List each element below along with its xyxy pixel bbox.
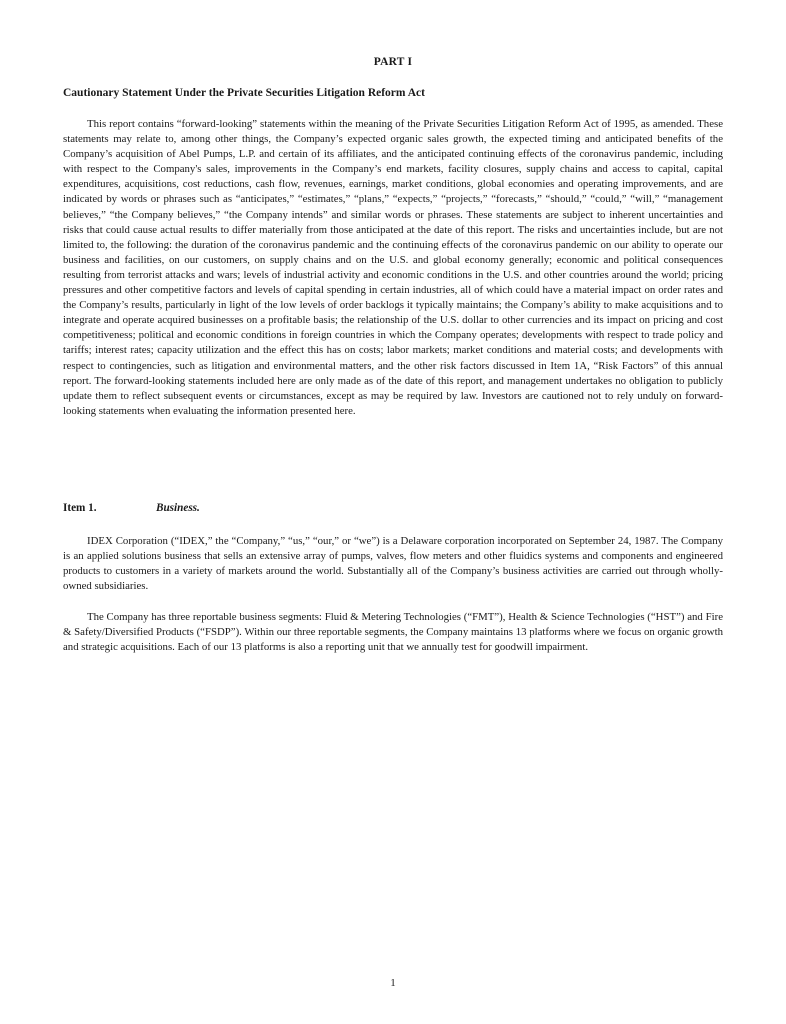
item-1-heading — [63, 502, 200, 514]
business-paragraph-1: IDEX Corporation (“IDEX,” the “Company,” “us,” “our,” or “we”) is a Delaware corporation incorporated on September 24, 1987. The Company is an applied solutions business that sells an extensive array of pumps, valves, flow meters and other fluidics systems and components and engineered products to customers in a variety of markets around the world. Substantially all of the Company’s business activities are carried out through wholly-owned subsidiaries. — [63, 535, 723, 593]
cautionary-statement-paragraph: This report contains “forward-looking” statements within the meaning of the Private Securities Litigation Reform Act of 1995, as amended. These statements may relate to, among other things, the Company’s expected organic sales growth, the expected timing and anticipated benefits of the Company’s acquisition of Abel Pumps, L.P. and certain of its affiliates, and the anticipated continuing effects of the coronavirus pandemic, including with respect to the Company's sales, improvements in the Company’s end markets, facility closures, supply chains and access to capital, capital expenditures, acquisitions, cost reductions, cash flow, revenues, earnings, market conditions, global economies and operating improvements, and are indicated by words or phrases such as “anticipates,” “estimates,” “plans,” “expects,” “projects,” “forecasts,” “should,” “could,” “will,” “management believes,” “the Company believes,” “the Company intends” and similar words or phrases. These statements are subject to inherent uncertainties and risks that could cause actual results to differ materially from those anticipated at the date of this report. The risks and uncertainties include, but are not limited to, the following: the duration of the coronavirus pandemic and the continuing effects of the coronavirus pandemic on our ability to operate our business and facilities, on our customers, on supply chains and on the U.S. and global economy generally; economic and political consequences resulting from terrorist attacks and wars; levels of industrial activity and economic conditions in the U.S. and other countries around the world; pricing pressures and other competitive factors and levels of capital spending in certain industries, all of which could have a material impact on order rates and the Company’s results, particularly in light of the low levels of order backlogs it typically maintains; the Company’s ability to make acquisitions and to integrate and operate acquired businesses on a profitable basis; the relationship of the U.S. dollar to other currencies and its impact on pricing and cost competitiveness; political and economic conditions in foreign countries in which the Company operates; developments with respect to trade policy and tariffs; interest rates; capacity utilization and the effect this has on costs; labor markets; market conditions and material costs; and developments with respect to contingencies, such as litigation and environmental matters, and the other risk factors discussed in Item 1A, “Risk Factors” of this annual report. The forward-looking statements included here are only made as of the date of this report, and management undertakes no obligation to publicly update them to reflect subsequent events or circumstances, except as may be required by law. Investors are cautioned not to rely unduly on forward-looking statements when evaluating the information presented here. — [63, 118, 723, 417]
item-name: Business. — [156, 502, 200, 514]
business-paragraph-2: The Company has three reportable business segments: Fluid & Metering Technologies (“FMT”), Health & Science Technologies (“HST”) and Fire & Safety/Diversified Products (“FSDP”). Within our three reportable segments, the Company maintains 13 platforms where we focus on organic growth and strategic acquisitions. Each of our 13 platforms is also a reporting unit that we annually test for goodwill impairment. — [63, 611, 723, 654]
cautionary-statement-heading: Cautionary Statement Under the Private Securities Litigation Reform Act — [63, 87, 425, 99]
part-title: PART I — [373, 56, 413, 68]
item-number: Item 1. — [63, 502, 97, 514]
page-number: 1 — [390, 977, 396, 989]
